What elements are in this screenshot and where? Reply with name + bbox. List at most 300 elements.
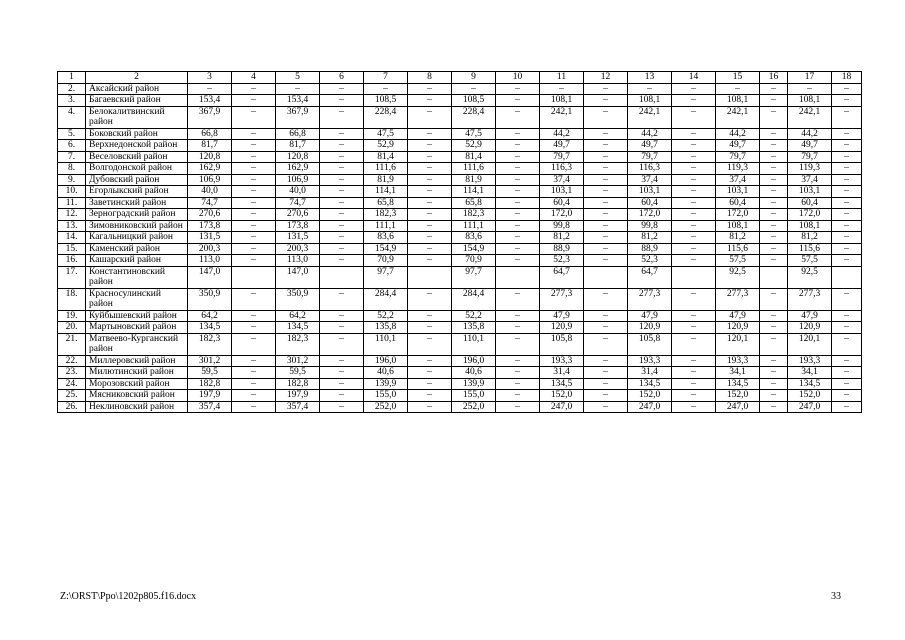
- value-cell: –: [672, 83, 716, 95]
- value-cell: –: [584, 322, 628, 334]
- value-cell: –: [832, 174, 862, 186]
- value-cell: –: [408, 310, 452, 322]
- value-cell: 81,7: [276, 140, 320, 152]
- value-cell: 47,9: [716, 310, 760, 322]
- value-cell: –: [832, 243, 862, 255]
- value-cell: –: [584, 401, 628, 413]
- value-cell: –: [320, 310, 364, 322]
- value-cell: 172,0: [628, 209, 672, 221]
- row-number-cell: 15.: [58, 243, 86, 255]
- value-cell: –: [760, 367, 788, 379]
- value-cell: 162,9: [276, 163, 320, 175]
- value-cell: [408, 266, 452, 288]
- value-cell: –: [408, 209, 452, 221]
- value-cell: –: [320, 106, 364, 128]
- district-name-cell: Аксайский район: [86, 83, 188, 95]
- row-number-cell: 7.: [58, 151, 86, 163]
- value-cell: –: [496, 355, 540, 367]
- value-cell: –: [672, 106, 716, 128]
- value-cell: –: [760, 220, 788, 232]
- value-cell: –: [760, 401, 788, 413]
- value-cell: –: [672, 288, 716, 310]
- value-cell: –: [320, 140, 364, 152]
- value-cell: 108,5: [364, 95, 408, 107]
- value-cell: –: [232, 128, 276, 140]
- value-cell: 242,1: [716, 106, 760, 128]
- value-cell: –: [232, 367, 276, 379]
- value-cell: 113,0: [276, 255, 320, 267]
- value-cell: [672, 266, 716, 288]
- value-cell: –: [408, 390, 452, 402]
- value-cell: 59,5: [188, 367, 232, 379]
- value-cell: –: [832, 390, 862, 402]
- value-cell: 81,7: [188, 140, 232, 152]
- row-number-cell: 10.: [58, 186, 86, 198]
- district-name-cell: Верхнедонской район: [86, 140, 188, 152]
- value-cell: –: [584, 390, 628, 402]
- value-cell: –: [408, 220, 452, 232]
- value-cell: 119,3: [788, 163, 832, 175]
- value-cell: –: [408, 83, 452, 95]
- table-row: [58, 333, 862, 355]
- row-number-cell: 13.: [58, 220, 86, 232]
- value-cell: –: [232, 197, 276, 209]
- value-cell: 270,6: [276, 209, 320, 221]
- value-cell: –: [408, 232, 452, 244]
- value-cell: 367,9: [188, 106, 232, 128]
- value-cell: –: [672, 310, 716, 322]
- value-cell: 81,4: [452, 151, 496, 163]
- value-cell: –: [584, 378, 628, 390]
- value-cell: –: [832, 106, 862, 128]
- value-cell: –: [584, 255, 628, 267]
- value-cell: –: [496, 390, 540, 402]
- district-name-cell: Матвеево-Курганский район: [86, 333, 188, 355]
- value-cell: 252,0: [452, 401, 496, 413]
- value-cell: [232, 266, 276, 288]
- value-cell: 47,5: [364, 128, 408, 140]
- value-cell: 152,0: [628, 390, 672, 402]
- table-row: [58, 367, 862, 379]
- value-cell: –: [832, 128, 862, 140]
- value-cell: 81,2: [628, 232, 672, 244]
- value-cell: –: [832, 355, 862, 367]
- value-cell: 196,0: [452, 355, 496, 367]
- value-cell: 60,4: [716, 197, 760, 209]
- value-cell: –: [760, 310, 788, 322]
- value-cell: –: [496, 186, 540, 198]
- value-cell: 105,8: [540, 333, 584, 355]
- district-name-cell: Морозовский район: [86, 378, 188, 390]
- value-cell: 44,2: [788, 128, 832, 140]
- value-cell: 193,3: [540, 355, 584, 367]
- value-cell: 111,1: [364, 220, 408, 232]
- value-cell: –: [496, 106, 540, 128]
- value-cell: 182,8: [276, 378, 320, 390]
- row-number-cell: 20.: [58, 322, 86, 334]
- district-name-cell: Зимовниковский район: [86, 220, 188, 232]
- value-cell: 52,9: [452, 140, 496, 152]
- value-cell: 242,1: [788, 106, 832, 128]
- value-cell: –: [760, 163, 788, 175]
- value-cell: 108,5: [452, 95, 496, 107]
- table-row: [58, 255, 862, 267]
- row-number-cell: 23.: [58, 367, 86, 379]
- district-name-cell: Дубовский район: [86, 174, 188, 186]
- value-cell: –: [320, 322, 364, 334]
- value-cell: –: [832, 95, 862, 107]
- value-cell: 152,0: [788, 390, 832, 402]
- value-cell: –: [672, 174, 716, 186]
- value-cell: 134,5: [188, 322, 232, 334]
- value-cell: –: [496, 128, 540, 140]
- value-cell: –: [672, 390, 716, 402]
- value-cell: –: [496, 220, 540, 232]
- value-cell: 173,8: [188, 220, 232, 232]
- row-number-cell: 12.: [58, 209, 86, 221]
- value-cell: –: [232, 83, 276, 95]
- value-cell: –: [672, 355, 716, 367]
- value-cell: –: [232, 355, 276, 367]
- value-cell: –: [320, 378, 364, 390]
- value-cell: –: [232, 106, 276, 128]
- value-cell: 60,4: [540, 197, 584, 209]
- value-cell: –: [232, 322, 276, 334]
- row-number-cell: 24.: [58, 378, 86, 390]
- table-row: [58, 128, 862, 140]
- value-cell: 182,3: [188, 333, 232, 355]
- table-row: [58, 310, 862, 322]
- value-cell: –: [760, 197, 788, 209]
- value-cell: 200,3: [276, 243, 320, 255]
- value-cell: –: [320, 174, 364, 186]
- value-cell: 65,8: [452, 197, 496, 209]
- value-cell: 70,9: [452, 255, 496, 267]
- value-cell: 135,8: [452, 322, 496, 334]
- value-cell: –: [496, 174, 540, 186]
- value-cell: 120,9: [788, 322, 832, 334]
- value-cell: 193,3: [716, 355, 760, 367]
- value-cell: –: [408, 367, 452, 379]
- value-cell: –: [232, 163, 276, 175]
- value-cell: –: [672, 378, 716, 390]
- value-cell: 182,8: [188, 378, 232, 390]
- value-cell: –: [832, 232, 862, 244]
- value-cell: –: [584, 151, 628, 163]
- table-row: [58, 186, 862, 198]
- value-cell: 131,5: [276, 232, 320, 244]
- value-cell: 247,0: [716, 401, 760, 413]
- value-cell: –: [832, 140, 862, 152]
- value-cell: –: [832, 83, 862, 95]
- district-name-cell: Милютинский район: [86, 367, 188, 379]
- value-cell: –: [408, 322, 452, 334]
- value-cell: –: [584, 83, 628, 95]
- value-cell: –: [232, 174, 276, 186]
- row-number-cell: 25.: [58, 390, 86, 402]
- value-cell: –: [408, 288, 452, 310]
- value-cell: –: [320, 151, 364, 163]
- value-cell: –: [320, 333, 364, 355]
- district-name-cell: Мартыновский район: [86, 322, 188, 334]
- column-header: 3: [188, 72, 232, 84]
- value-cell: 193,3: [628, 355, 672, 367]
- value-cell: –: [188, 83, 232, 95]
- value-cell: –: [760, 186, 788, 198]
- value-cell: 34,1: [716, 367, 760, 379]
- value-cell: 31,4: [628, 367, 672, 379]
- value-cell: 147,0: [276, 266, 320, 288]
- value-cell: –: [320, 367, 364, 379]
- row-number-cell: 22.: [58, 355, 86, 367]
- value-cell: –: [672, 333, 716, 355]
- value-cell: 92,5: [716, 266, 760, 288]
- value-cell: –: [408, 106, 452, 128]
- value-cell: 108,1: [540, 95, 584, 107]
- value-cell: –: [496, 288, 540, 310]
- value-cell: –: [672, 151, 716, 163]
- value-cell: 247,0: [628, 401, 672, 413]
- value-cell: –: [496, 401, 540, 413]
- value-cell: –: [496, 322, 540, 334]
- column-header: 15: [716, 72, 760, 84]
- value-cell: –: [408, 140, 452, 152]
- value-cell: –: [232, 333, 276, 355]
- value-cell: –: [320, 232, 364, 244]
- value-cell: –: [320, 128, 364, 140]
- column-header: 2: [86, 72, 188, 84]
- value-cell: 134,5: [716, 378, 760, 390]
- district-name-cell: Миллеровский район: [86, 355, 188, 367]
- value-cell: 357,4: [188, 401, 232, 413]
- value-cell: –: [408, 333, 452, 355]
- table-row: [58, 163, 862, 175]
- value-cell: –: [760, 322, 788, 334]
- value-cell: 60,4: [788, 197, 832, 209]
- value-cell: –: [320, 95, 364, 107]
- value-cell: 97,7: [452, 266, 496, 288]
- value-cell: –: [584, 367, 628, 379]
- value-cell: –: [584, 209, 628, 221]
- value-cell: 120,9: [628, 322, 672, 334]
- value-cell: 81,2: [788, 232, 832, 244]
- table-row: [58, 197, 862, 209]
- value-cell: –: [320, 83, 364, 95]
- value-cell: –: [408, 355, 452, 367]
- value-cell: 153,4: [188, 95, 232, 107]
- value-cell: 47,9: [540, 310, 584, 322]
- value-cell: –: [832, 186, 862, 198]
- value-cell: –: [496, 151, 540, 163]
- value-cell: –: [584, 140, 628, 152]
- page-number: 33: [831, 591, 841, 602]
- value-cell: 40,0: [188, 186, 232, 198]
- value-cell: 284,4: [364, 288, 408, 310]
- value-cell: 193,3: [788, 355, 832, 367]
- value-cell: –: [320, 243, 364, 255]
- value-cell: 200,3: [188, 243, 232, 255]
- value-cell: 66,8: [188, 128, 232, 140]
- value-cell: –: [584, 232, 628, 244]
- value-cell: 139,9: [452, 378, 496, 390]
- district-name-cell: Кашарский район: [86, 255, 188, 267]
- value-cell: –: [496, 140, 540, 152]
- value-cell: –: [408, 128, 452, 140]
- value-cell: 88,9: [628, 243, 672, 255]
- value-cell: 60,4: [628, 197, 672, 209]
- value-cell: –: [760, 83, 788, 95]
- value-cell: –: [760, 209, 788, 221]
- value-cell: –: [232, 95, 276, 107]
- value-cell: –: [832, 163, 862, 175]
- value-cell: 52,9: [364, 140, 408, 152]
- value-cell: –: [760, 174, 788, 186]
- value-cell: 88,9: [540, 243, 584, 255]
- value-cell: 44,2: [628, 128, 672, 140]
- value-cell: 37,4: [716, 174, 760, 186]
- value-cell: –: [452, 83, 496, 95]
- value-cell: 49,7: [716, 140, 760, 152]
- value-cell: 103,1: [716, 186, 760, 198]
- value-cell: 103,1: [788, 186, 832, 198]
- value-cell: [584, 266, 628, 288]
- value-cell: 81,9: [364, 174, 408, 186]
- value-cell: –: [320, 390, 364, 402]
- value-cell: –: [760, 255, 788, 267]
- table-row: [58, 243, 862, 255]
- value-cell: 155,0: [364, 390, 408, 402]
- row-number-cell: 26.: [58, 401, 86, 413]
- value-cell: 119,3: [716, 163, 760, 175]
- table-row: [58, 378, 862, 390]
- value-cell: [320, 266, 364, 288]
- value-cell: 81,2: [540, 232, 584, 244]
- value-cell: –: [408, 197, 452, 209]
- value-cell: 139,9: [364, 378, 408, 390]
- value-cell: 134,5: [788, 378, 832, 390]
- value-cell: 115,6: [716, 243, 760, 255]
- value-cell: 154,9: [452, 243, 496, 255]
- value-cell: 108,1: [788, 220, 832, 232]
- row-number-cell: 6.: [58, 140, 86, 152]
- value-cell: –: [496, 209, 540, 221]
- row-number-cell: 11.: [58, 197, 86, 209]
- value-cell: –: [232, 401, 276, 413]
- column-header: 18: [832, 72, 862, 84]
- value-cell: –: [672, 401, 716, 413]
- value-cell: –: [760, 232, 788, 244]
- value-cell: 103,1: [540, 186, 584, 198]
- value-cell: 115,6: [788, 243, 832, 255]
- value-cell: 31,4: [540, 367, 584, 379]
- value-cell: 134,5: [628, 378, 672, 390]
- value-cell: 66,8: [276, 128, 320, 140]
- value-cell: –: [672, 197, 716, 209]
- value-cell: –: [760, 95, 788, 107]
- value-cell: –: [320, 186, 364, 198]
- value-cell: 52,2: [452, 310, 496, 322]
- value-cell: –: [232, 151, 276, 163]
- value-cell: –: [832, 151, 862, 163]
- value-cell: 52,3: [628, 255, 672, 267]
- value-cell: –: [584, 163, 628, 175]
- value-cell: –: [496, 255, 540, 267]
- value-cell: 108,1: [788, 95, 832, 107]
- table-row: [58, 151, 862, 163]
- value-cell: 79,7: [788, 151, 832, 163]
- value-cell: –: [832, 333, 862, 355]
- value-cell: 197,9: [188, 390, 232, 402]
- value-cell: 277,3: [628, 288, 672, 310]
- value-cell: 47,9: [628, 310, 672, 322]
- value-cell: –: [496, 95, 540, 107]
- value-cell: 242,1: [628, 106, 672, 128]
- row-number-cell: 8.: [58, 163, 86, 175]
- column-header: 7: [364, 72, 408, 84]
- value-cell: –: [232, 255, 276, 267]
- district-name-cell: Зерноградский район: [86, 209, 188, 221]
- value-cell: –: [672, 367, 716, 379]
- value-cell: –: [408, 255, 452, 267]
- value-cell: 64,2: [276, 310, 320, 322]
- value-cell: –: [496, 232, 540, 244]
- table-row: [58, 106, 862, 128]
- value-cell: [760, 266, 788, 288]
- value-cell: –: [584, 288, 628, 310]
- value-cell: –: [232, 310, 276, 322]
- value-cell: 108,1: [628, 95, 672, 107]
- value-cell: –: [408, 163, 452, 175]
- table-row: [58, 355, 862, 367]
- value-cell: 74,7: [276, 197, 320, 209]
- value-cell: 52,3: [540, 255, 584, 267]
- value-cell: 134,5: [276, 322, 320, 334]
- value-cell: 57,5: [716, 255, 760, 267]
- value-cell: –: [832, 310, 862, 322]
- value-cell: –: [496, 243, 540, 255]
- column-header: 9: [452, 72, 496, 84]
- row-number-cell: 21.: [58, 333, 86, 355]
- table-row: [58, 288, 862, 310]
- value-cell: –: [832, 322, 862, 334]
- value-cell: 247,0: [540, 401, 584, 413]
- value-cell: 182,3: [276, 333, 320, 355]
- district-name-cell: Боковский район: [86, 128, 188, 140]
- table-row: [58, 95, 862, 107]
- value-cell: –: [364, 83, 408, 95]
- value-cell: 228,4: [364, 106, 408, 128]
- column-header: 10: [496, 72, 540, 84]
- value-cell: 59,5: [276, 367, 320, 379]
- value-cell: –: [760, 390, 788, 402]
- value-cell: 120,8: [188, 151, 232, 163]
- value-cell: 37,4: [628, 174, 672, 186]
- value-cell: 49,7: [788, 140, 832, 152]
- value-cell: –: [276, 83, 320, 95]
- value-cell: [832, 266, 862, 288]
- value-cell: –: [672, 186, 716, 198]
- value-cell: 99,8: [540, 220, 584, 232]
- value-cell: –: [760, 151, 788, 163]
- value-cell: 64,7: [628, 266, 672, 288]
- column-header: 6: [320, 72, 364, 84]
- value-cell: 277,3: [788, 288, 832, 310]
- value-cell: –: [672, 322, 716, 334]
- district-name-cell: Волгодонской район: [86, 163, 188, 175]
- row-number-cell: 14.: [58, 232, 86, 244]
- value-cell: –: [584, 333, 628, 355]
- value-cell: 196,0: [364, 355, 408, 367]
